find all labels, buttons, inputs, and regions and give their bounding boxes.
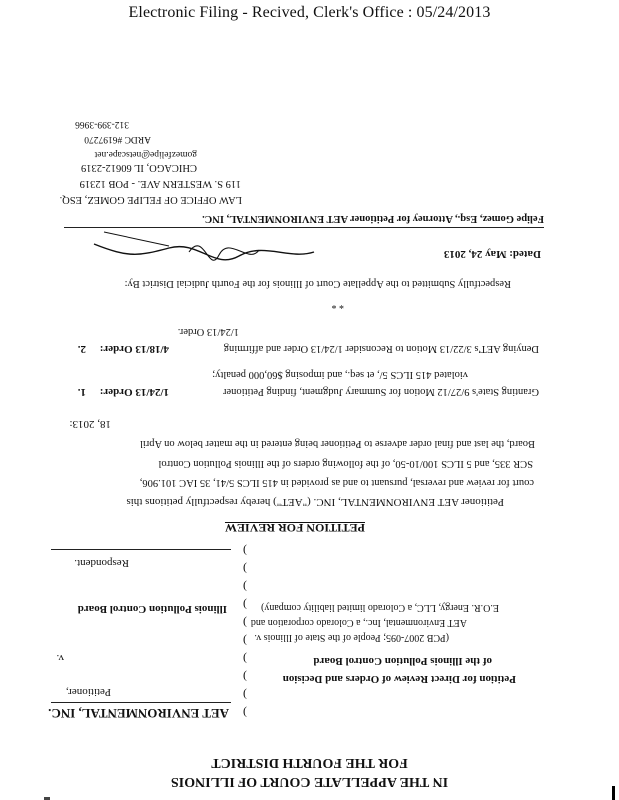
submitted-line: Respectfully Submitted to the Appellate Court of Illinois for the Fourth Judicial District By:: [124, 278, 511, 289]
petition-page: [0, 95, 619, 800]
caption-paren: ): [243, 544, 247, 558]
petitioner-role: Petitioner,: [65, 686, 111, 698]
caption-paren: ): [243, 562, 247, 576]
caption-paren: ): [243, 670, 247, 684]
body-line: SCR 335, and 5 ILCS 100/10-50, of the following orders of the Illinois Pollution Control: [158, 458, 533, 469]
caption-paren: ): [243, 598, 247, 612]
body-line: Petitioner AET ENVIRONMENTAL, INC. ("AET") hereby respectfully petitions this: [126, 496, 504, 508]
order-date: 1/24/13 Order:: [99, 386, 169, 398]
versus-label: v.: [56, 652, 64, 664]
order-text-line: Denying AET's 3/22/13 Motion to Reconsider 1/24/13 Order and affirming: [223, 343, 539, 354]
attorney-line: ARDC #6197270: [84, 134, 151, 144]
respondent-name: Illinois Pollution Control Board: [77, 603, 227, 615]
signature-line: [64, 227, 544, 228]
attorney-line: 312-399-3966: [75, 119, 129, 129]
caption-right-line: (PCB 2007-095; People of the State of Illinois v.: [254, 632, 449, 643]
order-date: 4/18/13 Order:: [99, 343, 169, 355]
order-number: 1.: [77, 386, 86, 398]
order-text-line: violated 415 ILCS 5/, et seq., and imposing $60,000 penalty;: [212, 369, 468, 380]
dated-line: Dated: May 24, 2013: [443, 248, 541, 260]
body-line: court for review and reversal, pursuant to and as provided in 415 ILCS 5/41, 35 IAC 101.906,: [139, 477, 534, 488]
petitioner-name: AET ENVIRONMENTAL, INC.: [48, 706, 229, 721]
respondent-role: Respondent.: [74, 557, 129, 569]
scan-edge-mark: [612, 786, 615, 800]
caption-paren: ): [243, 634, 247, 648]
body-line: Board, the last and final order adverse to Petitioner being entered in the matter below on April: [139, 438, 535, 449]
caption-right-line: E.O.R. Energy, LLC, a Colorado limited liability company): [260, 602, 499, 613]
order-text-line: 1/24/13 Order.: [177, 326, 239, 337]
signer-line: Felipe Gomez, Esq., Attorney for Petitioner AET ENVIRONMENTAL, INC.: [202, 213, 544, 224]
body-line: 18, 2013:: [69, 418, 111, 430]
attorney-line: LAW OFFICE OF FELIPE GOMEZ, ESQ.: [59, 194, 242, 205]
court-name: IN THE APPELLATE COURT OF ILLINOIS: [170, 774, 449, 789]
caption-right-line: of the Illinois Pollution Control Board: [313, 655, 492, 667]
petition-title: PETITION FOR REVIEW: [224, 521, 365, 535]
attorney-line: 119 S. WESTERN AVE. - POB 12319: [79, 178, 241, 189]
order-text-line: Granting State's 9/27/12 Motion for Summary Judgment, finding Petitioner: [223, 386, 539, 397]
attorney-line: gomezfelipe@netscape.net: [94, 149, 197, 159]
caption-right-line: Petition for Direct Review of Orders and Decision: [282, 673, 516, 685]
caption-right-line: AET Environmental, Inc., a Colorado corporation and: [250, 617, 467, 628]
caption-paren: ): [243, 652, 247, 666]
court-district: FOR THE FOURTH DISTRICT: [211, 755, 408, 770]
filing-stamp-header: Electronic Filing - Recived, Clerk's Office : 05/24/2013: [128, 4, 491, 21]
order-number: 2.: [77, 343, 86, 355]
caption-paren: ): [243, 688, 247, 702]
section-stars: * *: [331, 299, 344, 310]
caption-rule-bottom: [51, 549, 231, 550]
caption-paren: ): [243, 706, 247, 720]
caption-rule-top: [51, 702, 231, 703]
scanned-page-rotated: [0, 95, 619, 800]
caption-paren: ): [243, 616, 247, 630]
caption-paren: ): [243, 580, 247, 594]
attorney-line: CHICAGO, IL 60612-2319: [81, 162, 197, 173]
